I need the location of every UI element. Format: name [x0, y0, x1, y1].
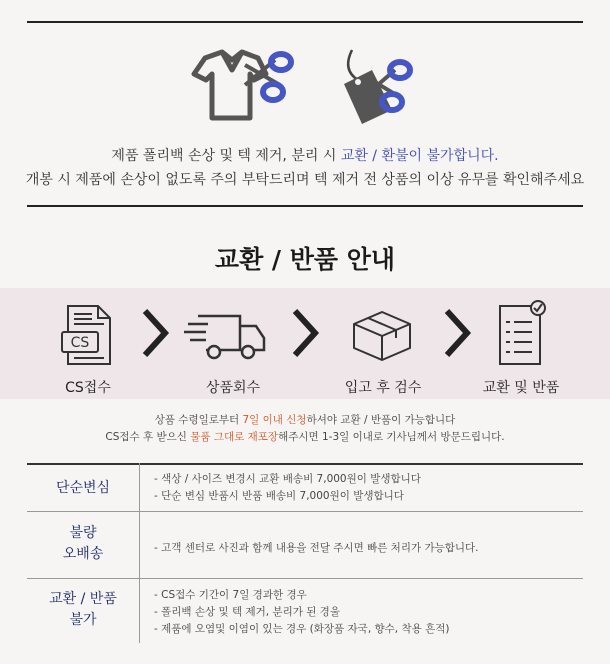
- step-label-exchange: 교환 및 반품: [482, 380, 560, 396]
- notice-line-1: [0, 145, 610, 165]
- info-text: CS접수 후 받으신: [105, 431, 191, 443]
- notice-text: 제품 폴리백 손상 및 텍 제거, 분리 시: [111, 148, 341, 164]
- top-divider: [27, 21, 583, 23]
- notice-highlight: 교환 / 환불이 불가합니다.: [340, 148, 499, 164]
- info-text: 하셔야 교환 / 반품이 가능합니다: [306, 414, 456, 426]
- policy-item: - 고객 센터로 사진과 함께 내용을 전달 주시면 빠른 처리가 가능합니다.: [154, 542, 479, 554]
- delivery-truck-icon: [184, 316, 264, 358]
- table-column-divider: [139, 463, 140, 643]
- row-head-text: 단순변심: [55, 480, 111, 496]
- page-title: 교환 / 반품 안내: [214, 245, 396, 274]
- info-text: 상품 수령일로부터: [154, 414, 243, 426]
- middle-divider: [27, 205, 583, 207]
- row-head-text: 오배송: [62, 546, 104, 562]
- row-body-defect: [154, 540, 479, 557]
- row-head-change-of-mind: [27, 478, 139, 499]
- box-icon: [354, 312, 410, 360]
- row-head-text: 불량: [69, 525, 97, 541]
- table-row-divider: [27, 511, 583, 512]
- notice-line-2: 개봉 시 제품에 손상이 없도록 주의 부탁드리며 텍 제거 전 상품의 이상 유무를 확인해주세요: [25, 172, 585, 188]
- policy-item: - CS접수 기간이 7일 경과한 경우: [154, 589, 307, 601]
- process-icons: [0, 288, 610, 368]
- info-highlight: 물품 그대로 재포장: [190, 431, 279, 443]
- policy-item: - 제품에 오염및 이염이 있는 경우 (화장품 자국, 향수, 착용 흔적): [154, 623, 450, 635]
- table-row-divider: [27, 578, 583, 579]
- policy-item: - 색상 / 사이즈 변경시 교환 배송비 7,000원이 발생합니다: [154, 473, 421, 485]
- info-line-1: [0, 412, 610, 427]
- chevron-right-icon: [145, 311, 165, 355]
- policy-item: - 폴리백 손상 및 텍 제거, 분리가 된 경울: [154, 606, 340, 618]
- top-illustration: [0, 40, 610, 125]
- table-top-border: [27, 463, 583, 465]
- chevron-right-icon-3: [447, 311, 467, 355]
- svg-text:CS: CS: [70, 335, 90, 351]
- step-label-pickup: 상품회수: [205, 380, 261, 396]
- info-text: 해주시면 1-3일 이내로 기사님께서 방문드립니다.: [278, 431, 505, 443]
- step-label-inspect: 입고 후 검수: [344, 380, 422, 396]
- row-head-text: 교환 / 반품: [49, 591, 117, 607]
- checklist-icon: [500, 301, 545, 364]
- row-head-not-allowed: [27, 589, 139, 631]
- info-line-2: [0, 429, 610, 444]
- row-head-defect: [27, 523, 139, 565]
- step-label-cs: CS접수: [65, 380, 111, 396]
- row-body-not-allowed: [154, 587, 449, 638]
- cs-document-icon: [62, 306, 110, 364]
- row-head-text: 불가: [69, 612, 97, 628]
- row-body-change-of-mind: [154, 471, 421, 505]
- info-highlight: 7일 이내 신청: [242, 414, 307, 426]
- policy-item: - 단순 변심 반품시 반품 배송비 7,000원이 발생합니다: [154, 490, 404, 502]
- chevron-right-icon-2: [295, 311, 315, 355]
- shirt-icon: [194, 52, 266, 118]
